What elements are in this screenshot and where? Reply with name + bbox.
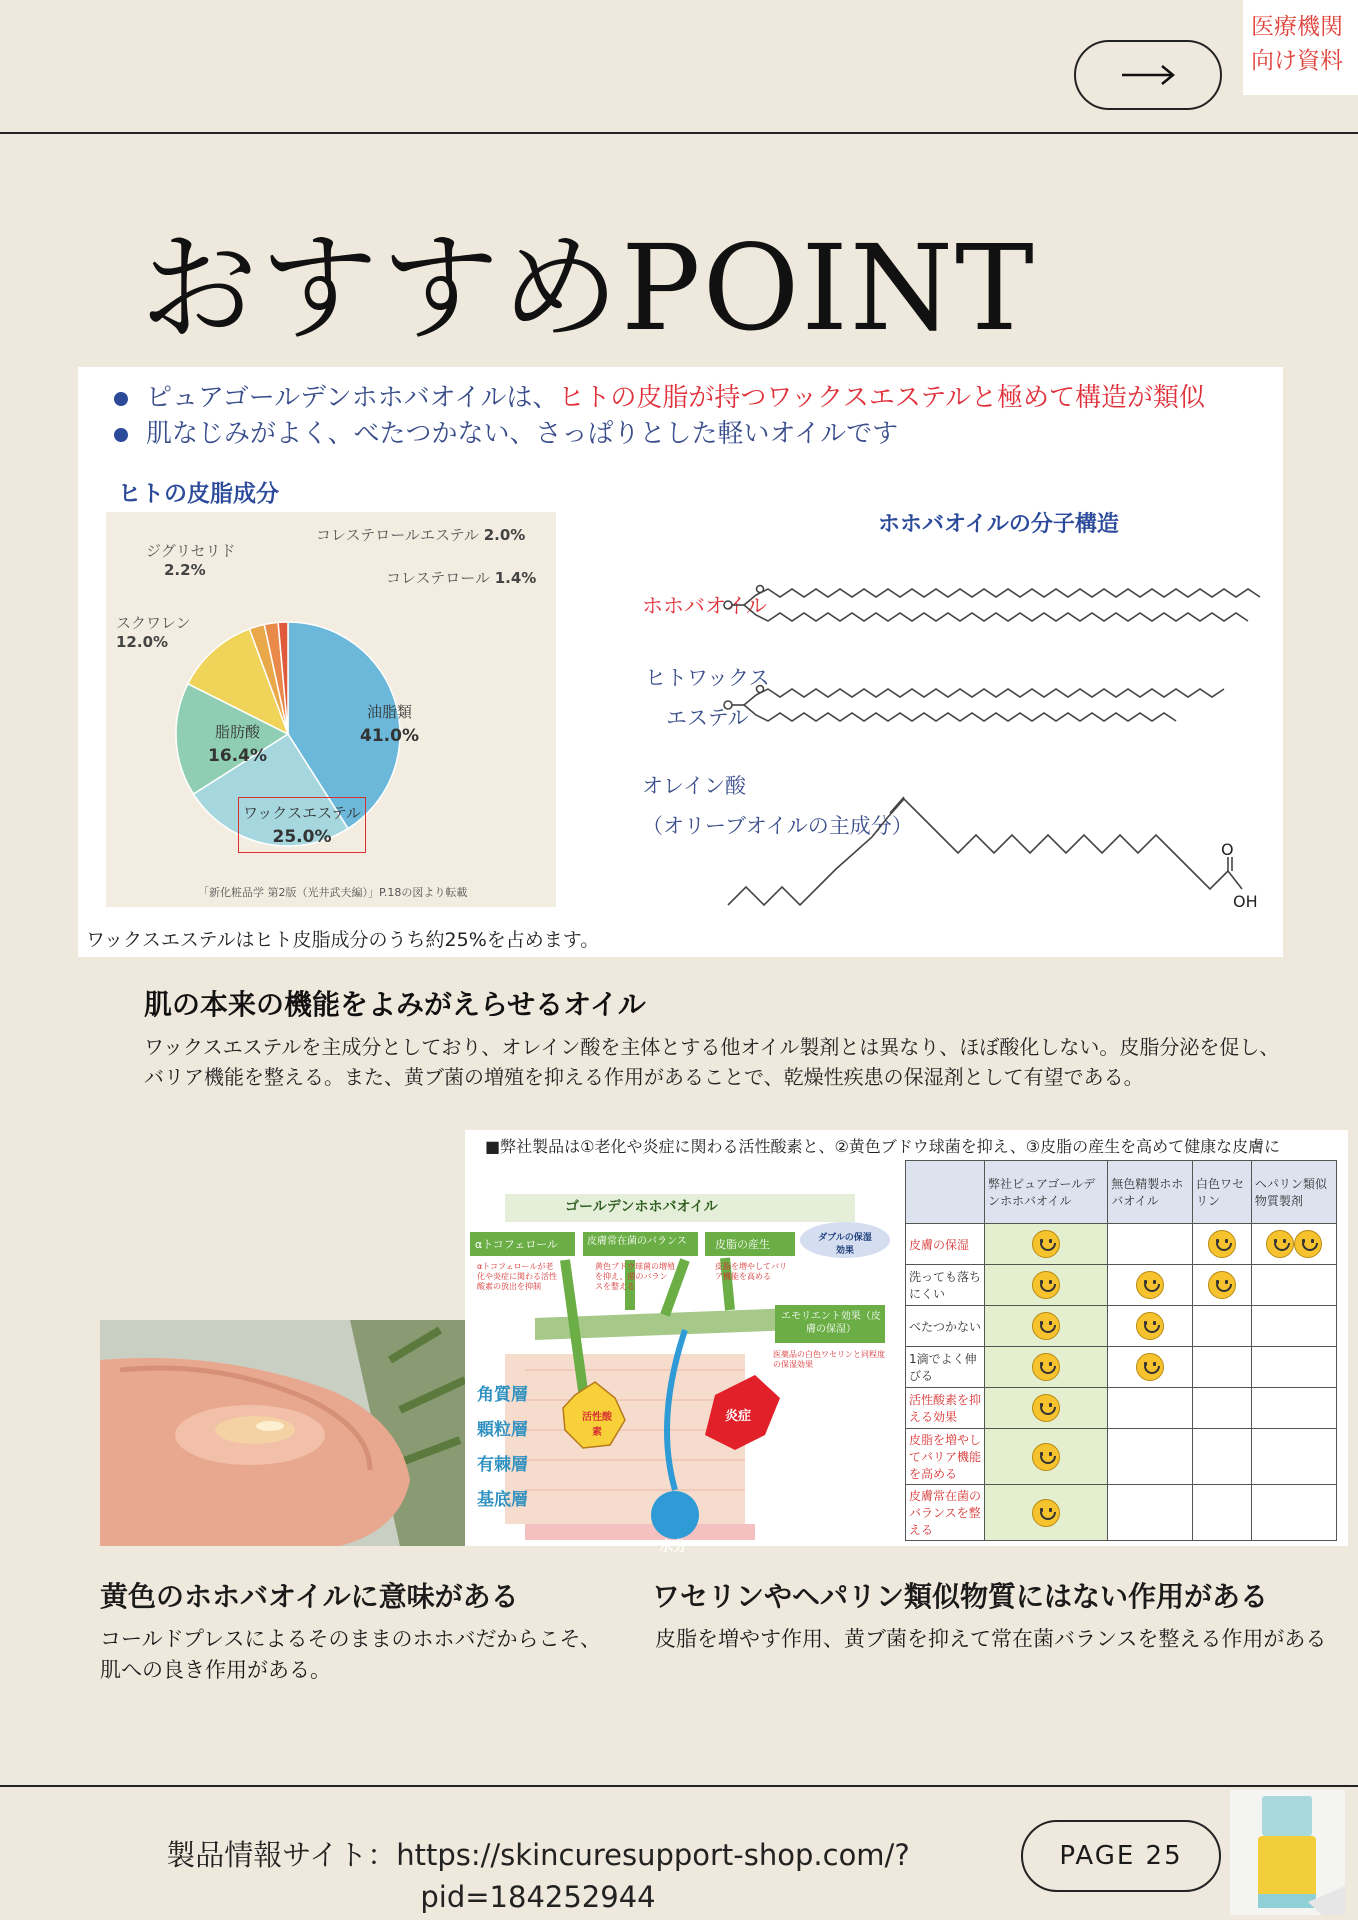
bullet-dot xyxy=(114,428,128,442)
product-site-link[interactable]: 製品情報サイト：https://skincuresupport-shop.com/?pid=184252944 xyxy=(166,1838,910,1914)
molecule-title: ホホバオイルの分子構造 xyxy=(878,512,1119,537)
section-title: ワセリンやヘパリン類似物質にはない作用がある xyxy=(652,1580,1269,1613)
skin-layer-label: 顆粒層 xyxy=(477,1420,528,1440)
table-cell xyxy=(1108,1306,1193,1347)
smiley-icon xyxy=(1294,1230,1322,1258)
section-text: コールドプレスによるそのままのホホバだからこそ、肌への良き作用がある。 xyxy=(100,1627,602,1682)
table-cell xyxy=(1251,1265,1336,1306)
row-label: 洗っても落ちにくい xyxy=(906,1265,985,1306)
comparison-panel xyxy=(465,1130,1348,1555)
diagram-vaseline: 医薬品の白色ワセリンと同程度の保湿効果 xyxy=(773,1350,885,1369)
product-thumbnail xyxy=(1230,1790,1345,1915)
table-cell xyxy=(1251,1306,1336,1347)
pie-label-squalene: スクワレン 12.0% xyxy=(116,614,191,651)
bullet-highlight: ヒトの皮脂が持つワックスエステルと極めて構造が類似 xyxy=(558,383,1205,413)
pie-label-diglyceride: ジグリセリド 2.2% xyxy=(146,542,236,579)
table-corner xyxy=(906,1161,985,1224)
diagram-box: 皮膚常在菌のバランス xyxy=(587,1236,687,1247)
molecule-diagrams xyxy=(718,517,1278,957)
diagram-banner: ゴールデンホホバオイル xyxy=(565,1199,718,1215)
footer-divider xyxy=(0,1785,1358,1787)
table-cell xyxy=(1251,1224,1336,1265)
info-panel xyxy=(78,367,1283,957)
smiley-icon xyxy=(1136,1353,1164,1381)
jojoba-label: ホホバオイル xyxy=(642,594,767,618)
table-cell xyxy=(1251,1388,1336,1429)
ros-label: 活性酸素 xyxy=(582,1412,612,1438)
table-cell xyxy=(1192,1265,1251,1306)
comparison-table xyxy=(905,1160,1337,1541)
pie-label-wax-ester: ワックスエステル 25.0% xyxy=(238,797,366,853)
column-header: 無色精製ホホバオイル xyxy=(1108,1161,1193,1224)
table-row xyxy=(906,1224,1337,1265)
column-header: ヘパリン類似物質製剤 xyxy=(1251,1161,1336,1224)
row-label: 1滴でよく伸びる xyxy=(906,1347,985,1388)
table-header-row xyxy=(906,1161,1337,1224)
row-label: 皮脂を増やしてバリア機能を高める xyxy=(906,1429,985,1485)
table-cell xyxy=(985,1388,1108,1429)
hydroxyl-label: OH xyxy=(1233,892,1258,911)
diagram-note: 皮脂を増やしてバリア機能を高める xyxy=(715,1262,787,1281)
skin-layer-label: 有棘層 xyxy=(477,1455,528,1475)
diagram-note: 黄色ブドウ球菌の増殖を抑え、菌のバランスを整える xyxy=(595,1262,675,1291)
table-cell xyxy=(1251,1485,1336,1541)
table-cell xyxy=(1108,1347,1193,1388)
right-arrow-icon xyxy=(1118,63,1178,87)
column-header: 白色ワセリン xyxy=(1192,1161,1251,1224)
table-cell xyxy=(985,1429,1108,1485)
diagram-emollient: エモリエント効果（皮膚の保湿） xyxy=(781,1311,881,1335)
table-cell xyxy=(1108,1265,1193,1306)
section-title: 肌の本来の機能をよみがえらせるオイル xyxy=(144,988,646,1021)
pie-label-cholesterol-ester: コレステロールエステル 2.0% xyxy=(316,526,526,544)
table-cell xyxy=(1192,1306,1251,1347)
section-text: ワックスエステルを主成分としており、オレイン酸を主体とする他オイル製剤とは異なり、ほぼ酸化しない。皮脂分泌を促し、バリア機能を整える。また、黄ブ菌の増殖を抑える作用があることで、乾燥性疾患の保湿剤として有望である。 xyxy=(144,1035,1280,1089)
audience-tag xyxy=(1243,0,1358,95)
smiley-icon xyxy=(1032,1443,1060,1471)
comparison-heading: ■弊社製品は①老化や炎症に関わる活性酸素と、②黄色ブドウ球菌を抑え、③皮脂の産生を高めて健康な皮膚に xyxy=(485,1137,1281,1156)
section-title: 黄色のホホバオイルに意味がある xyxy=(100,1580,519,1613)
smiley-icon xyxy=(1032,1230,1060,1258)
row-label: 活性酸素を抑える効果 xyxy=(906,1388,985,1429)
inflammation-label: 炎症 xyxy=(725,1409,752,1424)
skin-layer-label: 基底層 xyxy=(477,1490,528,1510)
page-title: おすすめPOINT xyxy=(140,219,1036,357)
table-cell xyxy=(985,1485,1108,1541)
oxygen-label: O xyxy=(1221,840,1234,859)
bullet-item xyxy=(114,413,898,450)
diagram-box: αトコフェロール xyxy=(475,1238,559,1251)
header-divider xyxy=(0,132,1358,134)
diagram-note: αトコフェロールが老化や炎症に関わる活性酸素の放出を抑制 xyxy=(477,1262,557,1291)
sebum-pie-chart xyxy=(106,512,556,907)
table-cell xyxy=(985,1265,1108,1306)
oil-on-hand-photo xyxy=(100,1320,465,1546)
column-header: 弊社ピュアゴールデンホホバオイル xyxy=(985,1161,1108,1224)
smiley-icon xyxy=(1266,1230,1294,1258)
oleic-label-2: （オリーブオイルの主成分） xyxy=(642,814,913,838)
table-cell xyxy=(1192,1224,1251,1265)
table-cell xyxy=(985,1224,1108,1265)
pie-label-cholesterol: コレステロール 1.4% xyxy=(386,569,537,587)
bullet-text: ピュアゴールデンホホバオイルは、 xyxy=(146,383,559,413)
tag-line: 医療機関 xyxy=(1251,14,1343,40)
table-row xyxy=(906,1347,1337,1388)
wax-ester-note: ワックスエステルはヒト皮脂成分のうち約25%を占めます。 xyxy=(86,929,600,951)
table-row xyxy=(906,1265,1337,1306)
table-cell xyxy=(1192,1347,1251,1388)
row-label: 皮膚の保湿 xyxy=(906,1224,985,1265)
wax-label-1: ヒトワックス xyxy=(645,666,770,690)
row-label: べたつかない xyxy=(906,1306,985,1347)
pie-label-fatty-acid: 脂肪酸 16.4% xyxy=(208,723,267,766)
water-label: 水分 xyxy=(659,1539,687,1555)
bullet-item xyxy=(114,377,1205,414)
chart-source: 「新化粧品学 第2版（光井武夫編）」P.18の図より転載 xyxy=(198,886,468,899)
pie-label-triglycerides: 油脂類 41.0% xyxy=(360,703,419,746)
smiley-icon xyxy=(1208,1271,1236,1299)
table-cell xyxy=(1108,1224,1193,1265)
row-label: 皮膚常在菌のバランスを整える xyxy=(906,1485,985,1541)
page-number-badge: PAGE 25 xyxy=(1021,1820,1221,1892)
diagram-double: ダブルの保湿効果 xyxy=(818,1233,872,1256)
diagram-box: 皮脂の産生 xyxy=(715,1238,770,1251)
wax-label-2: エステル xyxy=(666,706,749,730)
tag-line: 向け資料 xyxy=(1251,48,1343,74)
smiley-icon xyxy=(1032,1394,1060,1422)
skin-mechanism-diagram xyxy=(465,1160,900,1555)
table-cell xyxy=(1108,1485,1193,1541)
table-cell xyxy=(1108,1388,1193,1429)
table-cell xyxy=(1192,1429,1251,1485)
table-cell xyxy=(1251,1347,1336,1388)
table-row xyxy=(906,1388,1337,1429)
table-cell xyxy=(985,1306,1108,1347)
table-row xyxy=(906,1429,1337,1485)
section-text: 皮脂を増やす作用、黄ブ菌を抑えて常在菌バランスを整える作用がある xyxy=(655,1627,1327,1651)
table-cell xyxy=(1251,1429,1336,1485)
table-row xyxy=(906,1306,1337,1347)
table-cell xyxy=(985,1347,1108,1388)
bullet-text: 肌なじみがよく、べたつかない、さっぱりとした軽いオイルです xyxy=(146,419,899,449)
table-cell xyxy=(1192,1485,1251,1541)
skin-layer-label: 角質層 xyxy=(477,1385,528,1405)
next-page-button[interactable] xyxy=(1074,40,1222,110)
smiley-icon xyxy=(1032,1271,1060,1299)
smiley-icon xyxy=(1136,1312,1164,1340)
sebum-chart-title: ヒトの皮脂成分 xyxy=(118,481,279,507)
smiley-icon xyxy=(1136,1271,1164,1299)
skin-layers xyxy=(477,1378,528,1518)
oleic-label-1: オレイン酸 xyxy=(642,774,746,798)
table-cell xyxy=(1108,1429,1193,1485)
table-row xyxy=(906,1485,1337,1541)
smiley-icon xyxy=(1208,1230,1236,1258)
table-cell xyxy=(1192,1388,1251,1429)
smiley-icon xyxy=(1032,1353,1060,1381)
bullet-dot xyxy=(114,392,128,406)
smiley-icon xyxy=(1032,1499,1060,1527)
smiley-icon xyxy=(1032,1312,1060,1340)
